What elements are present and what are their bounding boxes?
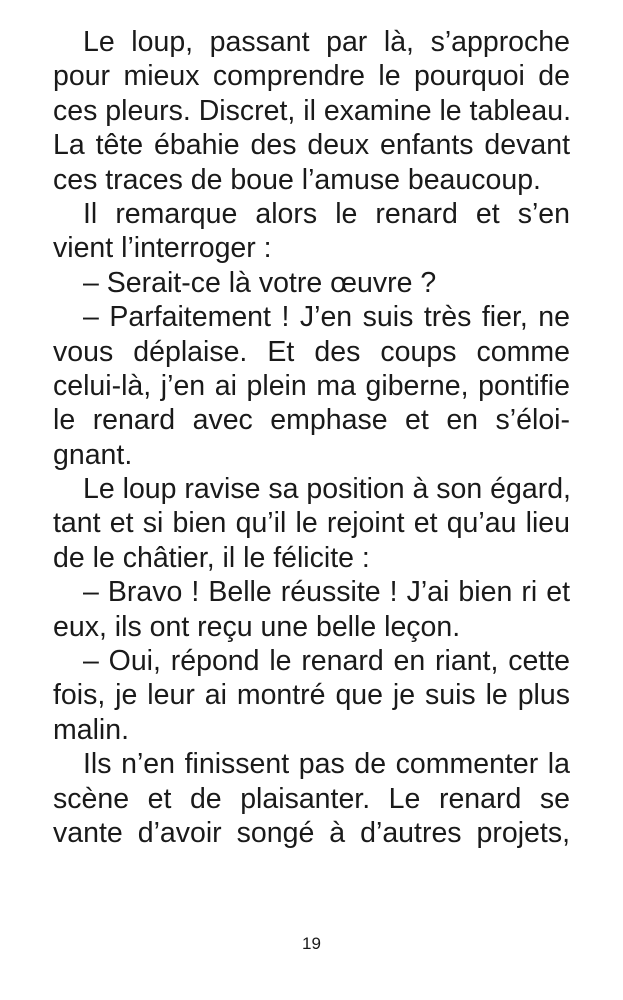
text-line: ces pleurs. Discret, il examine le tableau. — [53, 94, 571, 127]
text-line: La tête ébahie des deux enfants devant — [53, 129, 570, 162]
paragraph — [53, 25, 570, 197]
text-line: Il remarque alors le renard et s’en — [83, 197, 570, 230]
paragraph — [53, 644, 570, 747]
text-line: – Bravo ! Belle réussite ! J’ai bien ri et — [83, 576, 570, 609]
text-line: celui-là, j’en ai plein ma giberne, pontifie — [53, 369, 570, 402]
text-line: Le loup, passant par là, s’approche — [83, 26, 570, 58]
text-line: vient l’interroger : — [53, 232, 272, 265]
text-line: – Serait-ce là votre œuvre ? — [83, 266, 437, 299]
text-line: le renard avec emphase et en s’éloi- — [53, 404, 570, 437]
text-line: ces traces de boue l’amuse beaucoup. — [53, 163, 541, 196]
text-line: malin. — [53, 713, 130, 746]
paragraph — [53, 575, 570, 644]
paragraph — [53, 197, 570, 266]
text-line: eux, ils ont reçu une belle leçon. — [53, 610, 461, 643]
text-line: Ils n’en finissent pas de commenter la — [83, 748, 570, 781]
text-line: fois, je leur ai montré que je suis le plus — [53, 679, 570, 712]
text-line: pour mieux comprendre le pourquoi de — [53, 60, 570, 93]
text-line: vante d’avoir songé à d’autres projets, — [53, 816, 570, 849]
text-line: vous déplaise. Et des coups comme — [53, 335, 570, 368]
text-line: de le châtier, il le félicite : — [53, 541, 370, 574]
text-line: – Parfaitement ! J’en suis très fier, ne — [83, 301, 570, 334]
page-number: 19 — [302, 934, 321, 953]
text-line: gnant. — [53, 438, 133, 471]
text-line: Le loup ravise sa position à son égard, — [83, 473, 571, 506]
text-line: scène et de plaisanter. Le renard se — [53, 782, 570, 815]
text-line: – Oui, répond le renard en riant, cette — [83, 645, 570, 678]
paragraph — [53, 300, 570, 472]
text-line: tant et si bien qu’il le rejoint et qu’au lieu — [53, 507, 570, 540]
paragraph — [53, 266, 570, 300]
paragraph — [53, 472, 570, 575]
page-body — [53, 25, 570, 850]
paragraph — [53, 747, 570, 850]
